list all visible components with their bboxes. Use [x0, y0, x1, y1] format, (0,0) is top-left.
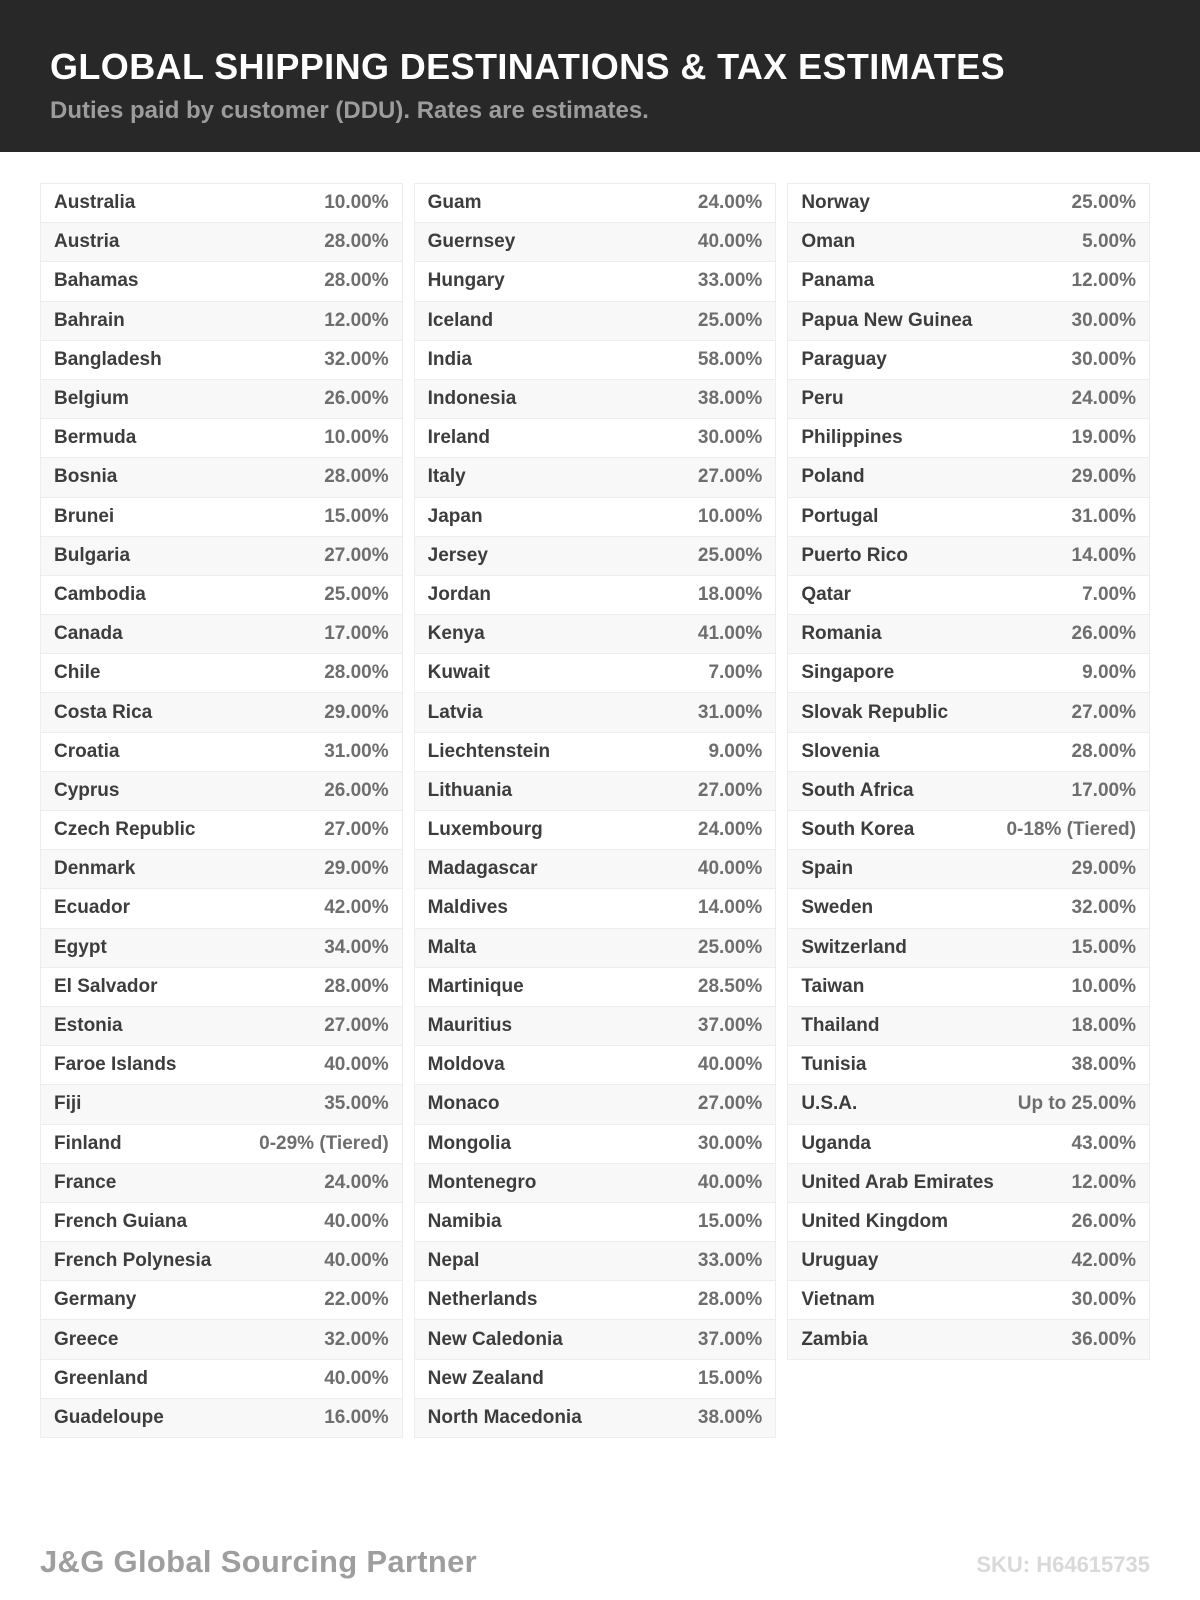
tax-rate: 42.00%: [324, 897, 389, 919]
tax-rate: 24.00%: [1071, 388, 1136, 410]
country-name: Latvia: [427, 701, 483, 723]
table-row: [788, 1203, 1149, 1242]
country-name: Fiji: [54, 1093, 82, 1115]
country-name: Guernsey: [427, 231, 516, 253]
country-name: Jersey: [427, 544, 488, 566]
country-name: Czech Republic: [54, 819, 196, 841]
tax-rate: 22.00%: [324, 1289, 389, 1311]
table-row: [788, 889, 1149, 928]
table-row: [41, 1242, 402, 1281]
tax-rate: 12.00%: [324, 309, 389, 331]
table-row: [41, 341, 402, 380]
brand-name: J&G Global Sourcing Partner: [40, 1544, 478, 1579]
country-name: Guam: [427, 192, 482, 214]
country-name: Maldives: [427, 897, 508, 919]
country-name: Bahamas: [54, 270, 139, 292]
tax-rate: 40.00%: [697, 231, 763, 253]
table-row: [788, 1320, 1149, 1359]
country-name: Canada: [54, 623, 123, 645]
country-name: Bosnia: [54, 466, 118, 488]
tax-rate: 25.00%: [1071, 192, 1136, 214]
country-name: U.S.A.: [801, 1093, 858, 1115]
tax-rate: 31.00%: [1071, 505, 1136, 527]
table-row: [41, 302, 402, 341]
country-name: Mongolia: [427, 1132, 512, 1154]
table-row: [415, 1203, 776, 1242]
country-name: Peru: [801, 388, 844, 410]
table-row: [41, 498, 402, 537]
country-name: Martinique: [427, 975, 524, 997]
tax-rate: 18.00%: [1071, 1015, 1136, 1037]
country-name: Australia: [54, 192, 136, 214]
table-row: [415, 968, 776, 1007]
tax-rate: 9.00%: [1082, 662, 1136, 684]
country-name: Bermuda: [54, 427, 137, 449]
table-row: [41, 929, 402, 968]
tax-rate: 31.00%: [324, 740, 389, 762]
rates-column-3: [787, 183, 1150, 1360]
table-row: [415, 1085, 776, 1124]
tax-rate: 0-29% (Tiered): [259, 1132, 389, 1154]
tax-rate: 28.50%: [697, 975, 763, 997]
table-row: [788, 1125, 1149, 1164]
tax-rate: 30.00%: [1071, 1289, 1136, 1311]
table-row: [415, 1046, 776, 1085]
country-name: Guadeloupe: [54, 1406, 164, 1428]
tax-rate: 40.00%: [697, 1054, 763, 1076]
table-row: [788, 1164, 1149, 1203]
rates-grid: [40, 183, 1150, 1438]
table-row: [788, 1242, 1149, 1281]
tax-rate: 32.00%: [1071, 897, 1136, 919]
country-name: Jordan: [427, 583, 492, 605]
tax-rate: 16.00%: [324, 1406, 389, 1428]
table-row: [788, 498, 1149, 537]
tax-rate: 38.00%: [1071, 1054, 1136, 1076]
tax-rate: 43.00%: [1071, 1132, 1136, 1154]
table-row: [41, 811, 402, 850]
page-title: GLOBAL SHIPPING DESTINATIONS & TAX ESTIMATES: [50, 46, 1005, 87]
table-row: [41, 654, 402, 693]
country-name: Liechtenstein: [427, 740, 551, 762]
tax-rate: 25.00%: [697, 309, 763, 331]
table-row: [41, 968, 402, 1007]
tax-rate: Up to 25.00%: [1017, 1093, 1136, 1115]
table-row: [41, 693, 402, 732]
table-row: [788, 262, 1149, 301]
tax-rate: 40.00%: [324, 1210, 389, 1232]
table-row: [415, 1320, 776, 1359]
tax-rate: 19.00%: [1071, 427, 1136, 449]
country-name: Denmark: [54, 858, 136, 880]
table-row: [788, 850, 1149, 889]
country-name: Chile: [54, 662, 101, 684]
tax-rate: 18.00%: [697, 583, 763, 605]
country-name: Panama: [801, 270, 875, 292]
table-row: [41, 615, 402, 654]
tax-rate: 37.00%: [697, 1328, 763, 1350]
table-row: [41, 380, 402, 419]
country-name: Italy: [427, 466, 466, 488]
tax-rate: 17.00%: [324, 623, 389, 645]
country-name: Hungary: [427, 270, 505, 292]
tax-rate: 33.00%: [697, 1250, 763, 1272]
country-name: France: [54, 1171, 117, 1193]
tax-rate: 30.00%: [1071, 348, 1136, 370]
table-row: [415, 302, 776, 341]
table-row: [415, 223, 776, 262]
country-name: United Arab Emirates: [801, 1171, 994, 1193]
country-name: Bulgaria: [54, 544, 131, 566]
tax-rate: 41.00%: [697, 623, 763, 645]
table-row: [415, 458, 776, 497]
tax-rate: 42.00%: [1071, 1250, 1136, 1272]
country-name: Faroe Islands: [54, 1054, 177, 1076]
table-row: [415, 850, 776, 889]
country-name: Germany: [54, 1289, 137, 1311]
table-row: [788, 811, 1149, 850]
tax-rate: 34.00%: [324, 936, 389, 958]
tax-rate: 26.00%: [1071, 1210, 1136, 1232]
table-row: [415, 1360, 776, 1399]
tax-rate: 27.00%: [697, 779, 763, 801]
table-row: [788, 302, 1149, 341]
sku-label: SKU: H64615735: [976, 1552, 1150, 1577]
tax-rate: 29.00%: [324, 858, 389, 880]
tax-rate: 28.00%: [697, 1289, 763, 1311]
country-name: Finland: [54, 1132, 122, 1154]
tax-rate: 0-18% (Tiered): [1006, 819, 1136, 841]
tax-rate: 24.00%: [697, 192, 763, 214]
table-row: [415, 1164, 776, 1203]
table-row: [41, 419, 402, 458]
country-name: Ireland: [427, 427, 490, 449]
table-row: [415, 693, 776, 732]
table-row: [41, 576, 402, 615]
country-name: Iceland: [427, 309, 494, 331]
country-name: Thailand: [801, 1015, 880, 1037]
table-row: [415, 184, 776, 223]
tax-rate: 26.00%: [1071, 623, 1136, 645]
country-name: Egypt: [54, 936, 107, 958]
table-row: [415, 929, 776, 968]
country-name: Slovenia: [801, 740, 880, 762]
table-row: [788, 654, 1149, 693]
table-row: [41, 184, 402, 223]
tax-rate: 40.00%: [697, 1171, 763, 1193]
table-row: [415, 1281, 776, 1320]
country-name: Indonesia: [427, 388, 517, 410]
country-name: Cyprus: [54, 779, 120, 801]
country-name: Kenya: [427, 623, 485, 645]
country-name: Puerto Rico: [801, 544, 908, 566]
tax-rate: 28.00%: [324, 466, 389, 488]
table-row: [788, 419, 1149, 458]
page-footer: [40, 1544, 1150, 1580]
tax-rate: 10.00%: [324, 427, 389, 449]
table-row: [41, 1281, 402, 1320]
tax-rate: 24.00%: [697, 819, 763, 841]
tax-rate: 58.00%: [697, 348, 763, 370]
country-name: Moldova: [427, 1054, 505, 1076]
tax-rate: 12.00%: [1071, 270, 1136, 292]
tax-rate: 10.00%: [1071, 975, 1136, 997]
table-row: [41, 1164, 402, 1203]
country-name: Mauritius: [427, 1015, 513, 1037]
country-name: French Polynesia: [54, 1250, 212, 1272]
table-row: [41, 772, 402, 811]
tax-rate: 29.00%: [324, 701, 389, 723]
country-name: French Guiana: [54, 1210, 188, 1232]
table-row: [788, 929, 1149, 968]
table-row: [415, 1007, 776, 1046]
country-name: South Africa: [801, 779, 914, 801]
table-row: [415, 498, 776, 537]
table-row: [41, 223, 402, 262]
country-name: United Kingdom: [801, 1210, 949, 1232]
tax-rate: 28.00%: [1071, 740, 1136, 762]
tax-rate: 31.00%: [697, 701, 763, 723]
tax-rate: 30.00%: [697, 1132, 763, 1154]
tax-rate: 14.00%: [697, 897, 763, 919]
tax-rate: 15.00%: [697, 1367, 763, 1389]
country-name: Malta: [427, 936, 477, 958]
table-row: [788, 733, 1149, 772]
rates-column-1: [40, 183, 403, 1438]
table-row: [41, 889, 402, 928]
table-row: [415, 380, 776, 419]
tax-rate: 27.00%: [324, 544, 389, 566]
country-name: El Salvador: [54, 975, 158, 997]
table-row: [788, 1085, 1149, 1124]
tax-rate: 28.00%: [324, 975, 389, 997]
tax-rate: 26.00%: [324, 779, 389, 801]
table-row: [415, 341, 776, 380]
country-name: New Zealand: [427, 1367, 544, 1389]
table-row: [415, 811, 776, 850]
table-row: [41, 1085, 402, 1124]
table-row: [415, 733, 776, 772]
country-name: Luxembourg: [427, 819, 543, 841]
country-name: Poland: [801, 466, 865, 488]
tax-rate: 33.00%: [697, 270, 763, 292]
country-name: Uganda: [801, 1132, 872, 1154]
country-name: Philippines: [801, 427, 903, 449]
table-row: [415, 1125, 776, 1164]
country-name: Greenland: [54, 1367, 148, 1389]
tax-rate: 40.00%: [324, 1367, 389, 1389]
tax-rate: 27.00%: [1071, 701, 1136, 723]
table-row: [788, 380, 1149, 419]
tax-rate: 7.00%: [708, 662, 763, 684]
tax-rate: 15.00%: [324, 505, 389, 527]
country-name: North Macedonia: [427, 1406, 582, 1428]
table-row: [415, 537, 776, 576]
table-row: [788, 968, 1149, 1007]
tax-rate: 40.00%: [697, 858, 763, 880]
country-name: Portugal: [801, 505, 879, 527]
tax-rate: 9.00%: [708, 740, 763, 762]
country-name: Cambodia: [54, 583, 146, 605]
country-name: Romania: [801, 623, 882, 645]
country-name: Brunei: [54, 505, 115, 527]
country-name: Estonia: [54, 1015, 123, 1037]
country-name: Austria: [54, 231, 120, 253]
country-name: Nepal: [427, 1250, 480, 1272]
country-name: India: [427, 348, 472, 370]
table-row: [41, 262, 402, 301]
table-row: [41, 537, 402, 576]
country-name: Bahrain: [54, 309, 125, 331]
country-name: Namibia: [427, 1210, 502, 1232]
country-name: Singapore: [801, 662, 895, 684]
table-row: [41, 1125, 402, 1164]
country-name: Tunisia: [801, 1054, 867, 1076]
country-name: Montenegro: [427, 1171, 537, 1193]
country-name: Sweden: [801, 897, 874, 919]
tax-rate: 38.00%: [697, 388, 763, 410]
tax-rate: 17.00%: [1071, 779, 1136, 801]
tax-rate: 27.00%: [697, 466, 763, 488]
tax-rate: 10.00%: [697, 505, 763, 527]
tax-rate: 28.00%: [324, 231, 389, 253]
tax-rate: 35.00%: [324, 1093, 389, 1115]
table-row: [41, 1399, 402, 1438]
table-row: [788, 1281, 1149, 1320]
table-row: [415, 419, 776, 458]
table-row: [41, 850, 402, 889]
tax-rate: 12.00%: [1071, 1171, 1136, 1193]
page-header: [0, 0, 1200, 152]
table-row: [41, 458, 402, 497]
country-name: Netherlands: [427, 1289, 538, 1311]
table-row: [788, 537, 1149, 576]
country-name: Slovak Republic: [801, 701, 949, 723]
country-name: Vietnam: [801, 1289, 875, 1311]
tax-rate: 37.00%: [697, 1015, 763, 1037]
table-row: [41, 1203, 402, 1242]
tax-rate: 14.00%: [1071, 544, 1136, 566]
table-row: [788, 576, 1149, 615]
table-row: [788, 772, 1149, 811]
country-name: Madagascar: [427, 858, 538, 880]
table-row: [788, 341, 1149, 380]
table-row: [788, 1046, 1149, 1085]
tax-rate: 25.00%: [697, 936, 763, 958]
tax-rate: 32.00%: [324, 348, 389, 370]
table-row: [788, 615, 1149, 654]
country-name: Papua New Guinea: [801, 309, 973, 331]
table-row: [41, 1320, 402, 1359]
tax-rate: 27.00%: [697, 1093, 763, 1115]
tax-rate: 26.00%: [324, 388, 389, 410]
country-name: Taiwan: [801, 975, 865, 997]
tax-rate: 15.00%: [1071, 936, 1136, 958]
tax-rate: 29.00%: [1071, 466, 1136, 488]
table-row: [788, 458, 1149, 497]
table-row: [788, 184, 1149, 223]
tax-rate: 40.00%: [324, 1054, 389, 1076]
country-name: Costa Rica: [54, 701, 153, 723]
page-subtitle: Duties paid by customer (DDU). Rates are estimates.: [50, 97, 649, 124]
tax-rate: 38.00%: [697, 1406, 763, 1428]
tax-rate: 28.00%: [324, 662, 389, 684]
rates-column-2: [414, 183, 777, 1438]
tax-rate: 30.00%: [1071, 309, 1136, 331]
country-name: Switzerland: [801, 936, 907, 958]
country-name: Ecuador: [54, 897, 131, 919]
table-row: [415, 654, 776, 693]
country-name: New Caledonia: [427, 1328, 563, 1350]
tax-rate: 32.00%: [324, 1328, 389, 1350]
country-name: Zambia: [801, 1328, 868, 1350]
tax-rate: 25.00%: [324, 583, 389, 605]
country-name: Croatia: [54, 740, 120, 762]
country-name: Uruguay: [801, 1250, 879, 1272]
country-name: Oman: [801, 231, 856, 253]
table-row: [415, 889, 776, 928]
table-row: [415, 615, 776, 654]
table-row: [415, 262, 776, 301]
country-name: Bangladesh: [54, 348, 162, 370]
tax-rate: 30.00%: [697, 427, 763, 449]
table-row: [41, 733, 402, 772]
table-row: [788, 693, 1149, 732]
table-row: [41, 1007, 402, 1046]
country-name: Monaco: [427, 1093, 500, 1115]
tax-rate: 24.00%: [324, 1171, 389, 1193]
tax-rate: 5.00%: [1082, 231, 1136, 253]
tax-rate: 36.00%: [1071, 1328, 1136, 1350]
country-name: Qatar: [801, 583, 851, 605]
table-row: [415, 772, 776, 811]
tax-rate: 40.00%: [324, 1250, 389, 1272]
country-name: Paraguay: [801, 348, 887, 370]
country-name: South Korea: [801, 819, 915, 841]
tax-rate: 27.00%: [324, 819, 389, 841]
table-row: [415, 1399, 776, 1438]
country-name: Norway: [801, 192, 870, 214]
tax-rate: 25.00%: [697, 544, 763, 566]
tax-rate: 28.00%: [324, 270, 389, 292]
tax-rate: 10.00%: [324, 192, 389, 214]
country-name: Japan: [427, 505, 483, 527]
table-row: [788, 223, 1149, 262]
tax-rate: 27.00%: [324, 1015, 389, 1037]
tax-rate: 7.00%: [1082, 583, 1136, 605]
table-row: [41, 1360, 402, 1399]
country-name: Belgium: [54, 388, 129, 410]
tax-rate: 29.00%: [1071, 858, 1136, 880]
table-row: [788, 1007, 1149, 1046]
country-name: Lithuania: [427, 779, 513, 801]
tax-rate: 15.00%: [697, 1210, 763, 1232]
table-row: [415, 576, 776, 615]
country-name: Greece: [54, 1328, 119, 1350]
table-row: [415, 1242, 776, 1281]
table-row: [41, 1046, 402, 1085]
country-name: Spain: [801, 858, 854, 880]
country-name: Kuwait: [427, 662, 490, 684]
